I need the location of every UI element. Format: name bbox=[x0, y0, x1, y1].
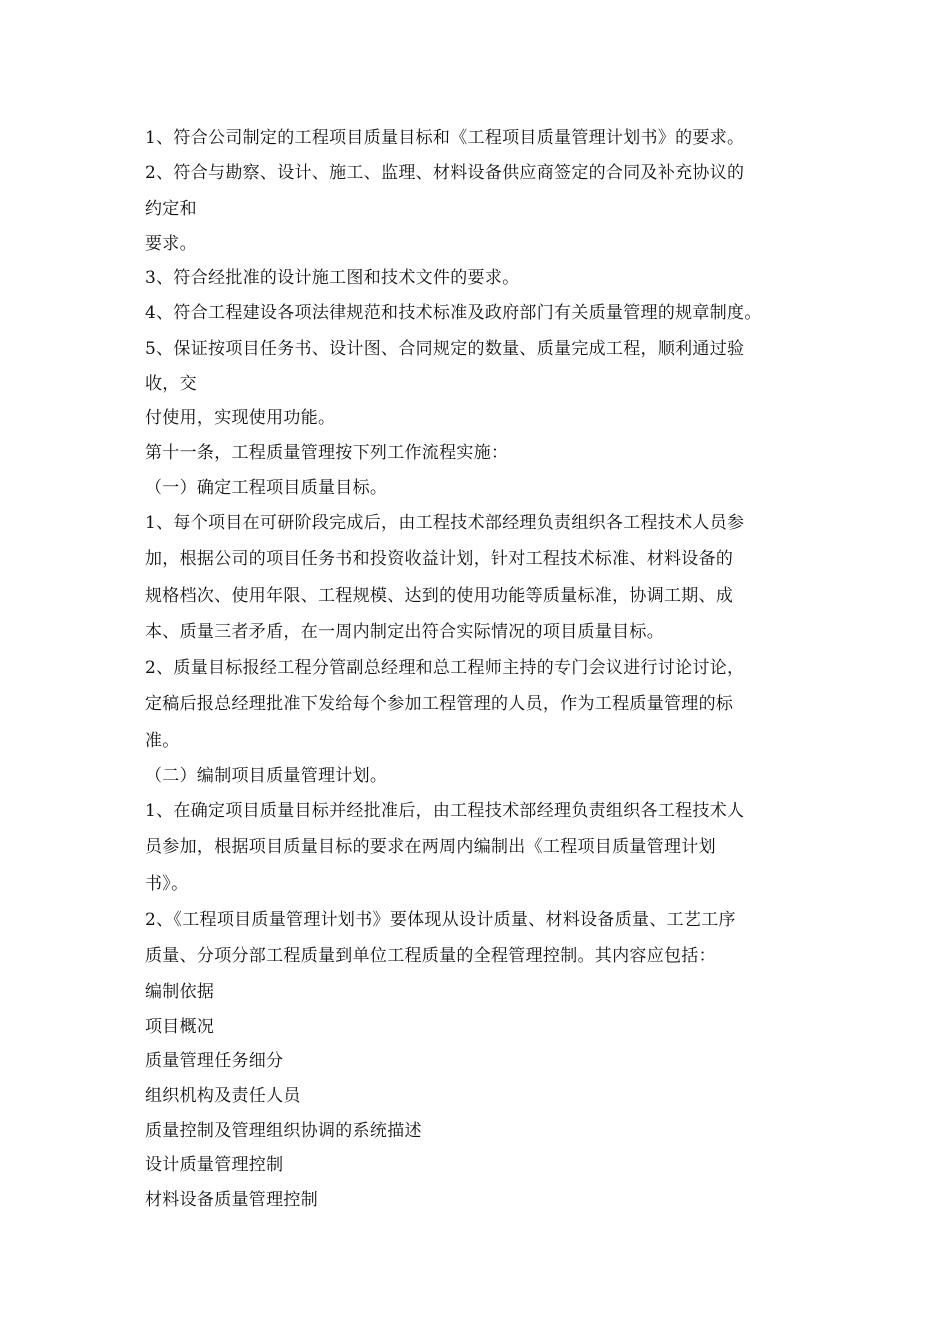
paragraph-line: 5、保证按项目任务书、设计图、合同规定的数量、质量完成工程，顺利通过验 bbox=[145, 339, 745, 359]
paragraph-line: 定稿后报总经理批准下发给每个参加工程管理的人员，作为工程质量管理的标 bbox=[145, 694, 734, 714]
paragraph-line: 2、质量目标报经工程分管副总经理和总工程师主持的专门会议进行讨论讨论， bbox=[145, 658, 745, 678]
subsection-heading: （一）确定工程项目质量目标。 bbox=[145, 478, 388, 498]
paragraph-line: 1、符合公司制定的工程项目质量目标和《工程项目质量管理计划书》的要求。 bbox=[145, 128, 745, 148]
paragraph-line: 1、在确定项目质量目标并经批准后，由工程技术部经理负责组织各工程技术人 bbox=[145, 801, 745, 821]
paragraph-line: 2、《工程项目质量管理计划书》要体现从设计质量、材料设备质量、工艺工序 bbox=[145, 910, 736, 930]
list-item: 设计质量管理控制 bbox=[145, 1155, 284, 1175]
paragraph-line: 规格档次、使用年限、工程规模、达到的使用功能等质量标准，协调工期、成 bbox=[145, 586, 734, 606]
paragraph-line: 本、质量三者矛盾，在一周内制定出符合实际情况的项目质量目标。 bbox=[145, 622, 664, 642]
paragraph-line: 收，交 bbox=[145, 374, 197, 394]
list-item: 材料设备质量管理控制 bbox=[145, 1190, 318, 1210]
paragraph-line: 加，根据公司的项目任务书和投资收益计划，针对工程技术标准、材料设备的 bbox=[145, 549, 734, 569]
list-item: 质量控制及管理组织协调的系统描述 bbox=[145, 1121, 422, 1141]
list-item: 质量管理任务细分 bbox=[145, 1051, 284, 1071]
list-item: 项目概况 bbox=[145, 1017, 215, 1037]
paragraph-line: 付使用，实现使用功能。 bbox=[145, 408, 336, 428]
section-heading: 第十一条，工程质量管理按下列工作流程实施： bbox=[145, 443, 509, 463]
paragraph-line: 质量、分项分部工程质量到单位工程质量的全程管理控制。其内容应包括： bbox=[145, 946, 716, 966]
paragraph-line: 2、符合与勘察、设计、施工、监理、材料设备供应商签定的合同及补充协议的 bbox=[145, 163, 745, 183]
paragraph-line: 要求。 bbox=[145, 234, 197, 254]
list-item: 编制依据 bbox=[145, 982, 215, 1002]
paragraph-line: 约定和 bbox=[145, 199, 197, 219]
paragraph-line: 4、符合工程建设各项法律规范和技术标准及政府部门有关质量管理的规章制度。 bbox=[145, 303, 762, 323]
paragraph-line: 书》。 bbox=[145, 874, 189, 894]
subsection-heading: （二）编制项目质量管理计划。 bbox=[145, 766, 388, 786]
paragraph-line: 准。 bbox=[145, 731, 180, 751]
paragraph-line: 1、每个项目在可研阶段完成后，由工程技术部经理负责组织各工程技术人员参 bbox=[145, 513, 745, 533]
paragraph-line: 3、符合经批准的设计施工图和技术文件的要求。 bbox=[145, 268, 520, 288]
paragraph-line: 员参加，根据项目质量目标的要求在两周内编制出《工程项目质量管理计划 bbox=[145, 837, 716, 857]
list-item: 组织机构及责任人员 bbox=[145, 1086, 301, 1106]
